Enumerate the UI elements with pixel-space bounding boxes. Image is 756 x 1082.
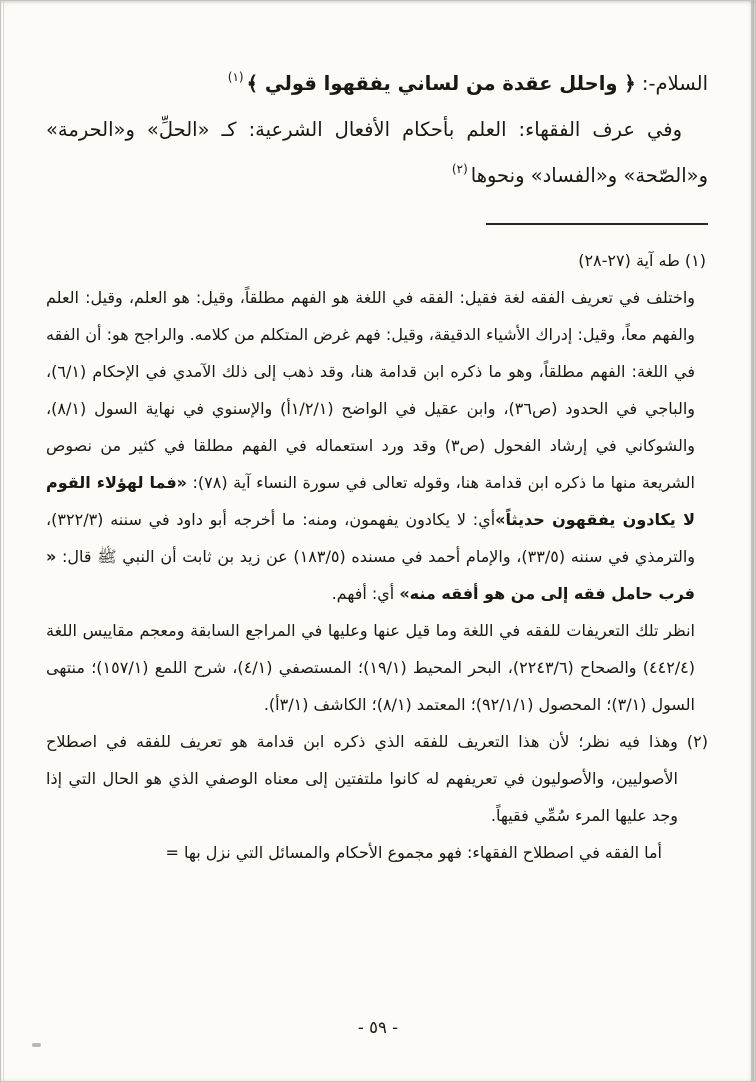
page-number: - ٥٩ - bbox=[357, 1018, 399, 1037]
footnote-1-text-a: واختلف في تعريف الفقه لغة فقيل: الفقه في اللغة هو الفهم مطلقاً، وقيل: هو العلم، وقيل: العلم والفهم معاً، وقيل: إدراك الأشياء الدقيقة، وقيل: فهم غرض المتكلم من كلامه. والراجح هو: أن الفقه في اللغة: الفهم مطلقاً، وهو ما ذكره ابن قدامة هنا، وقد ذهب إلى ذلك الآمدي في الإحكام (٦/١)، والباجي في الحدود (ص٣٦)، وابن عقيل في الواضح (١/٢/١أ) والإسنوي في نهاية السول (٨/١)، والشوكاني في إرشاد الفحول (ص٣) وقد ورد استعماله في الفهم مطلقا في كثير من نصوص الشريعة منها ما ذكره ابن قدامة هنا، وقوله تعالى في سورة النساء آية (٧٨): bbox=[46, 288, 696, 492]
footnote-1-paragraph-1 bbox=[46, 279, 708, 612]
footnote-1-quran-quote: «فما لهؤلاء القوم لا يكادون يفقهون حديثاً» bbox=[46, 473, 696, 529]
footnote-1-text-c: أي: أفهم. bbox=[331, 584, 400, 603]
footnote-2 bbox=[46, 723, 708, 871]
footnotes-section bbox=[46, 242, 708, 871]
footnote-2-marker: (٢) bbox=[686, 732, 708, 751]
main-paragraph-2 bbox=[46, 107, 708, 199]
salam-prefix: السلام-: bbox=[635, 72, 708, 95]
quran-verse: ﴿ واحلل عقدة من لساني يفقهوا قولي ﴾ bbox=[246, 72, 636, 95]
footnote-ref-1: (١) bbox=[227, 69, 244, 84]
page-content bbox=[46, 61, 708, 871]
main-text bbox=[46, 61, 708, 199]
footnote-1 bbox=[46, 242, 708, 723]
footnote-2-paragraph-1 bbox=[46, 723, 708, 834]
scan-speck-artifact bbox=[32, 1043, 41, 1047]
footnote-1-source-line bbox=[46, 242, 708, 279]
scan-edge-artifact-right bbox=[751, 1, 754, 1081]
footnote-1-text-b: أي: لا يكادون يفهمون، ومنه: ما أخرجه أبو داود في سننه (٣٢٢/٣)، والترمذي في سننه (٣٣/٥)، والإمام أحمد في مسنده (١٨٣/٥) عن زيد بن ثابت أن النبي ﷺ قال: bbox=[46, 510, 696, 566]
footnote-2-paragraph-2: أما الفقه في اصطلاح الفقهاء: فهو مجموع الأحكام والمسائل التي نزل بها = bbox=[165, 843, 662, 862]
footnote-2-text: وهذا فيه نظر؛ لأن هذا التعريف للفقه الذي ذكره ابن قدامة هو تعريف للفقه في اصطلاح الأصوليين، والأصوليون في تعريفهم له كانوا ملتفتين إلى معناه الوصفي الذي هو الحال التي إذا وجد عليها المرء سُمِّي فقيهاً. bbox=[46, 732, 678, 825]
main-paragraph-1 bbox=[46, 61, 708, 107]
footnote-1-source-text: طه آية (٢٧-٢٨) bbox=[578, 251, 680, 270]
footnote-1-hadith-quote: « فرب حامل فقه إلى من هو أفقه منه» bbox=[46, 547, 695, 603]
footnote-separator bbox=[486, 223, 708, 225]
main-paragraph-2-text: وفي عرف الفقهاء: العلم بأحكام الأفعال الشرعية: كـ «الحلِّ» و«الحرمة» و«الصّحة» و«الفساد» ونحوها bbox=[46, 118, 708, 187]
footnote-1-marker: (١) bbox=[684, 251, 706, 270]
footnote-1-paragraph-2: انظر تلك التعريفات للفقه في اللغة وما قيل عنها وعليها في المراجع السابقة ومعجم مقاييس اللغة (٤٤٢/٤) والصحاح (٢٢٤٣/٦)، البحر المحيط (١٩/١)؛ المستصفي (٤/١)، شرح اللمع (١٥٧/١)؛ منتهى السول (٣/١)؛ المحصول (٩٢/١/١)؛ المعتمد (٨/١)؛ الكاشف (٣/١أ). bbox=[46, 621, 696, 714]
scan-edge-artifact-left bbox=[3, 1, 4, 1081]
footnote-ref-2: (٢) bbox=[451, 161, 468, 176]
